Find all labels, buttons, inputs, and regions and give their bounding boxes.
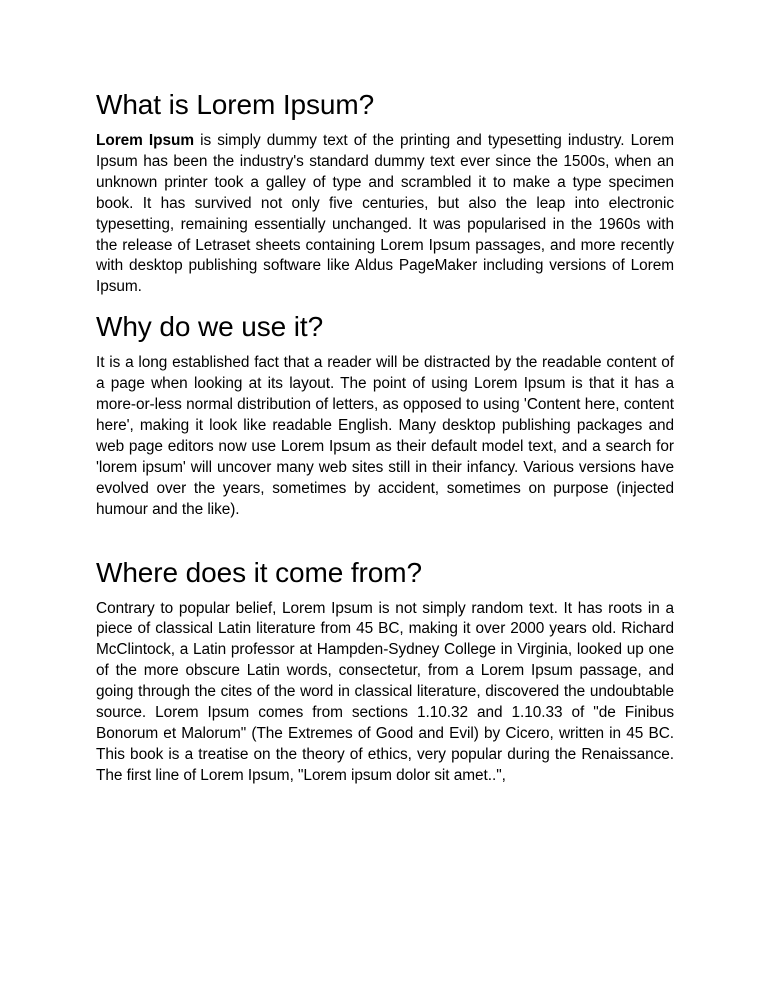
section-what-is-lorem-ipsum: [96, 88, 674, 298]
section-heading: Why do we use it?: [96, 311, 324, 343]
section-where-does-it-come-from: [96, 556, 674, 787]
section-heading: Where does it come from?: [96, 556, 422, 588]
section-why-do-we-use-it: [96, 310, 674, 520]
bold-lead-term: Lorem Ipsum: [96, 132, 194, 149]
section-heading: What is Lorem Ipsum?: [96, 89, 375, 120]
section-paragraph: Contrary to popular belief, Lorem Ipsum is not simply random text. It has roots in a piece of classical Latin literature from 45 BC, making it over 2000 years old. Richard McClintock, a Latin professor at Hampden-Sydney College in Virginia, looked up one of the more obscure Latin words, consectetur, from a Lorem Ipsum passage, and going through the cites of the word in classical literature, discovered the undoubtable source. Lorem Ipsum comes from sections 1.10.32 and 1.10.33 of "de Finibus Bonorum et Malorum" (The Extremes of Good and Evil) by Cicero, written in 45 BC. This book is a treatise on the theory of ethics, very popular during the Renaissance. The first line of Lorem Ipsum, "Lorem ipsum dolor sit amet..",: [96, 599, 674, 784]
paragraph-text: is simply dummy text of the printing and typesetting industry. Lorem Ipsum has been the industry's standard dummy text ever since the 1500s, when an unknown printer took a galley of type and scrambled it to make a type specimen book. It has survived not only five centuries, but also the leap into electronic typesetting, remaining essentially unchanged. It was popularised in the 1960s with the release of Letraset sheets containing Lorem Ipsum passages, and more recently with desktop publishing software like Aldus PageMaker including versions of Lorem Ipsum.: [96, 132, 674, 296]
document-page: [96, 88, 674, 787]
section-paragraph: [96, 131, 674, 298]
section-paragraph: It is a long established fact that a reader will be distracted by the readable content of a page when looking at its layout. The point of using Lorem Ipsum is that it has a more-or-less normal distribution of letters, as opposed to using 'Content here, content here', making it look like readable English. Many desktop publishing packages and web page editors now use Lorem Ipsum as their default model text, and a search for 'lorem ipsum' will uncover many web sites still in their infancy. Various versions have evolved over the years, sometimes by accident, sometimes on purpose (injected humour and the like).: [96, 354, 674, 518]
